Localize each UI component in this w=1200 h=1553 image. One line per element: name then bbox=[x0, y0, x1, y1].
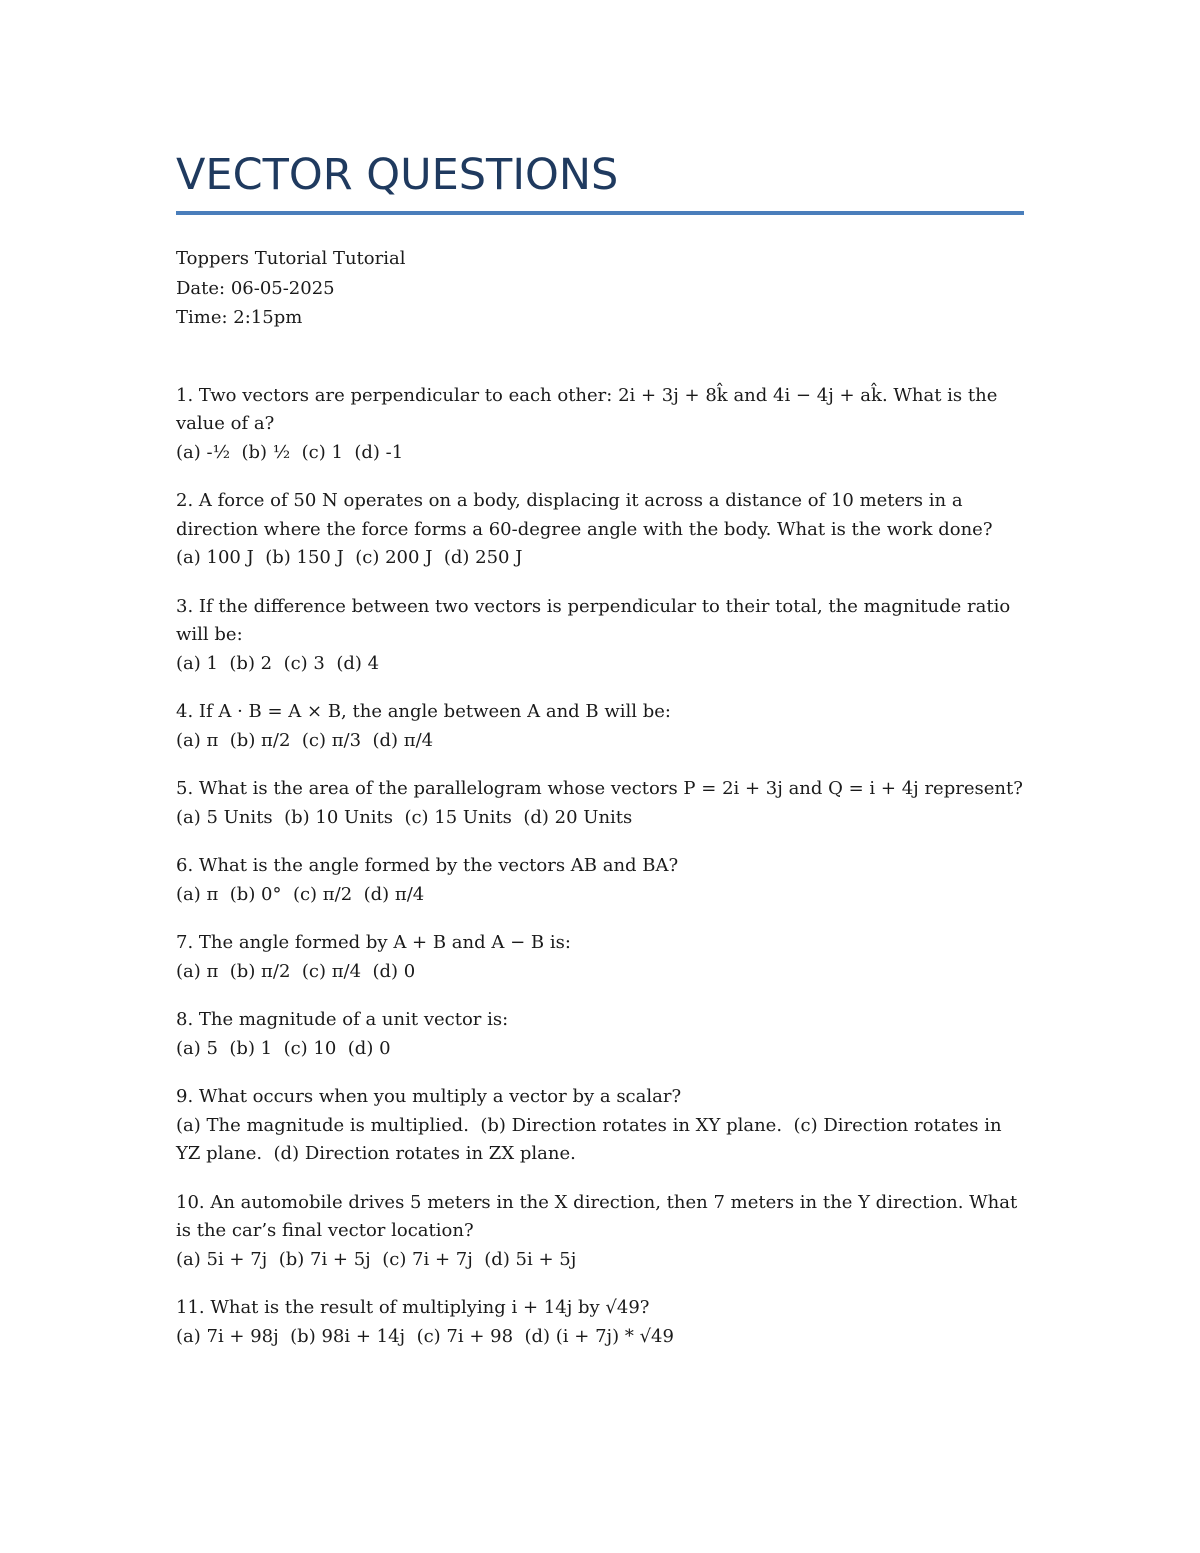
question-options: (a) 5 Units (b) 10 Units (c) 15 Units (d) 20 Units bbox=[176, 806, 633, 828]
question-item bbox=[176, 1083, 1024, 1169]
question-text: 11. What is the result of multiplying i + 14j by √49? bbox=[176, 1297, 650, 1318]
document-title: VECTOR QUESTIONS bbox=[176, 150, 619, 200]
question-item bbox=[176, 698, 1024, 755]
question-list bbox=[176, 382, 1024, 1352]
question-options: (a) 5i + 7j (b) 7i + 5j (c) 7i + 7j (d) 5i + 5j bbox=[176, 1248, 577, 1270]
question-text: 4. If A · B = A × B, the angle between A and B will be: bbox=[176, 701, 671, 722]
title-underline bbox=[176, 211, 1024, 215]
question-item bbox=[176, 382, 1024, 468]
question-text: 7. The angle formed by A + B and A − B is: bbox=[176, 932, 571, 953]
tutorial-name: Toppers Tutorial Tutorial bbox=[176, 248, 406, 269]
question-item bbox=[176, 1294, 1024, 1351]
question-item bbox=[176, 593, 1024, 679]
question-text: 8. The magnitude of a unit vector is: bbox=[176, 1009, 509, 1030]
question-text: 1. Two vectors are perpendicular to each other: 2i + 3j + 8k̂ and 4i − 4j + ak̂. What is the value of a? bbox=[176, 384, 998, 434]
question-item bbox=[176, 1189, 1024, 1275]
question-item bbox=[176, 929, 1024, 986]
question-options: (a) 5 (b) 1 (c) 10 (d) 0 bbox=[176, 1037, 391, 1059]
date-line: Date: 06-05-2025 bbox=[176, 277, 335, 299]
question-options: (a) 100 J (b) 150 J (c) 200 J (d) 250 J bbox=[176, 547, 523, 568]
question-text: 5. What is the area of the parallelogram whose vectors P = 2i + 3j and Q = i + 4j represent? bbox=[176, 778, 1023, 799]
question-item bbox=[176, 1006, 1024, 1063]
question-options: (a) π (b) π/2 (c) π/3 (d) π/4 bbox=[176, 729, 434, 751]
question-options: (a) π (b) π/2 (c) π/4 (d) 0 bbox=[176, 960, 416, 982]
question-options: (a) 7i + 98j (b) 98i + 14j (c) 7i + 98 (d) (i + 7j) * √49 bbox=[176, 1325, 674, 1347]
question-text: 3. If the difference between two vectors is perpendicular to their total, the magnitude ratio will be: bbox=[176, 595, 1011, 645]
question-options: (a) The magnitude is multiplied. (b) Direction rotates in XY plane. (c) Direction rotates in YZ plane. (d) Direction rotates in ZX plane. bbox=[176, 1114, 1008, 1164]
question-text: 6. What is the angle formed by the vectors AB and BA? bbox=[176, 855, 679, 876]
document-page bbox=[176, 148, 1024, 1371]
document-meta bbox=[176, 244, 1024, 333]
question-options: (a) -½ (b) ½ (c) 1 (d) -1 bbox=[176, 441, 404, 463]
question-options: (a) π (b) 0° (c) π/2 (d) π/4 bbox=[176, 883, 425, 905]
question-text: 10. An automobile drives 5 meters in the X direction, then 7 meters in the Y direction. What is the car’s final vector location? bbox=[176, 1191, 1018, 1241]
question-text: 9. What occurs when you multiply a vector by a scalar? bbox=[176, 1086, 682, 1107]
question-item bbox=[176, 775, 1024, 832]
question-text: 2. A force of 50 N operates on a body, displacing it across a distance of 10 meters in a direction where the force forms a 60-degree angle with the body. What is the work done? bbox=[176, 490, 993, 540]
time-line: Time: 2:15pm bbox=[176, 307, 303, 328]
question-item bbox=[176, 852, 1024, 909]
question-options: (a) 1 (b) 2 (c) 3 (d) 4 bbox=[176, 652, 380, 674]
question-item bbox=[176, 487, 1024, 573]
